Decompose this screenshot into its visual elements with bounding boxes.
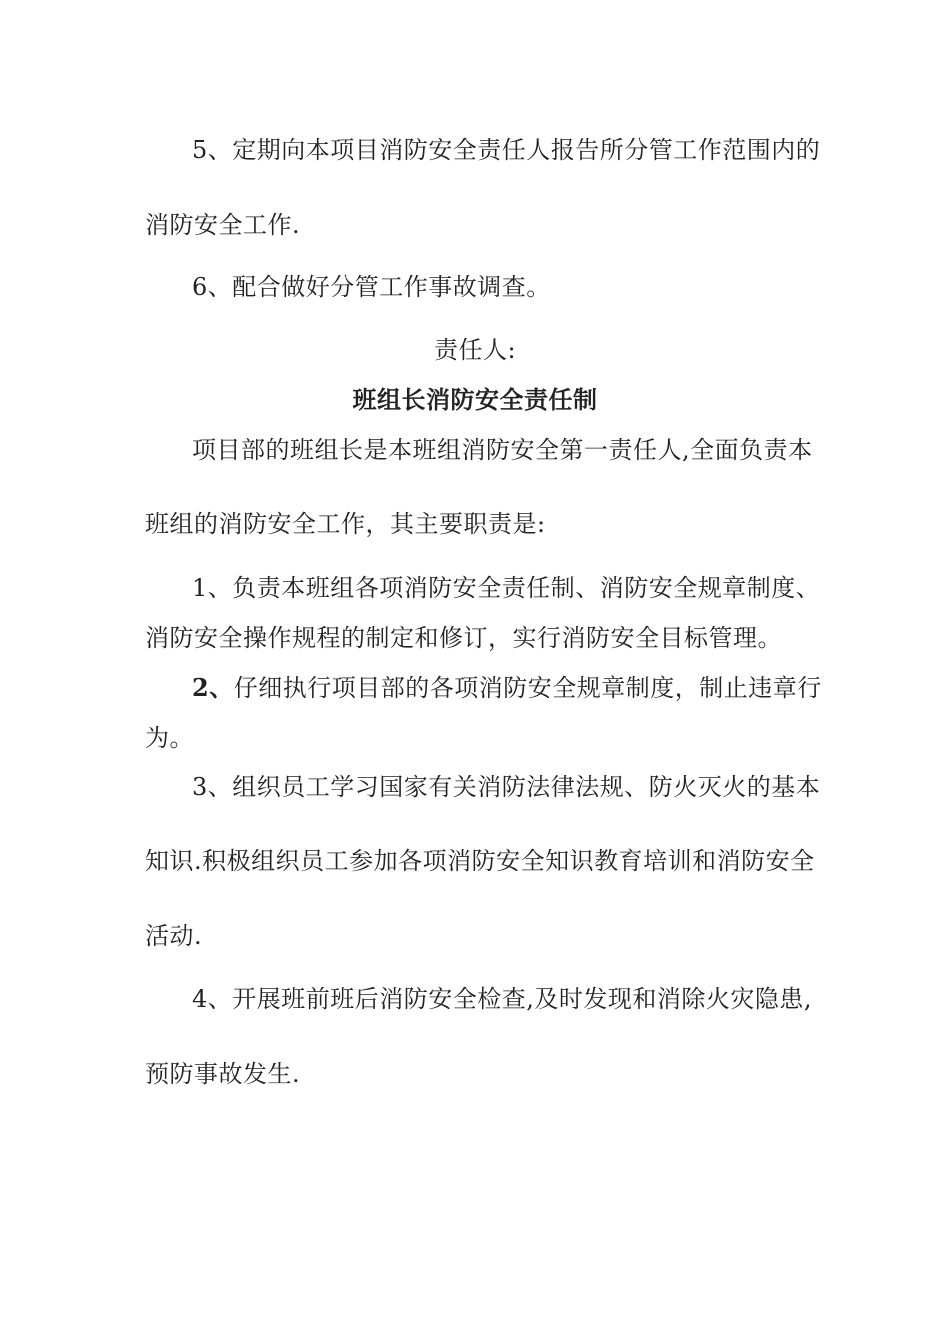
section-title: 班组长消防安全责任制 [352,385,598,414]
duty-2-text: 仔细执行项目部的各项消防安全规章制度，制止违章行 [233,674,822,702]
duty-3-line-3: 活动. [145,922,203,950]
duty-1-line-2: 消防安全操作规程的制定和修订，实行消防安全目标管理。 [145,624,782,652]
duty-3-line-2: 知识.积极组织员工参加各项消防安全知识教育培训和消防安全 [145,847,815,875]
intro-line-2: 班组的消防安全工作，其主要职责是: [145,510,546,538]
duty-4-line-1: 4、开展班前班后消防安全检查,及时发现和消除火灾隐患, [192,985,813,1013]
duty-1-line-1: 1、负责本班组各项消防安全责任制、消防安全规章制度、 [192,574,821,602]
duty-2-line-1 [192,672,822,704]
item-5-line-1: 5、定期向本项目消防安全责任人报告所分管工作范围内的 [192,136,821,164]
duty-4-line-2: 预防事故发生. [145,1060,301,1088]
signature-label: 责任人: [433,336,517,364]
duty-2-number: 2、 [192,673,234,702]
duty-2-line-2: 为。 [145,724,194,752]
item-6-line: 6、配合做好分管工作事故调查。 [192,273,551,301]
duty-3-line-1: 3、组织员工学习国家有关消防法律法规、防火灭火的基本 [192,773,821,801]
intro-line-1: 项目部的班组长是本班组消防安全第一责任人,全面负责本 [192,436,813,464]
item-5-line-2: 消防安全工作. [145,211,301,239]
